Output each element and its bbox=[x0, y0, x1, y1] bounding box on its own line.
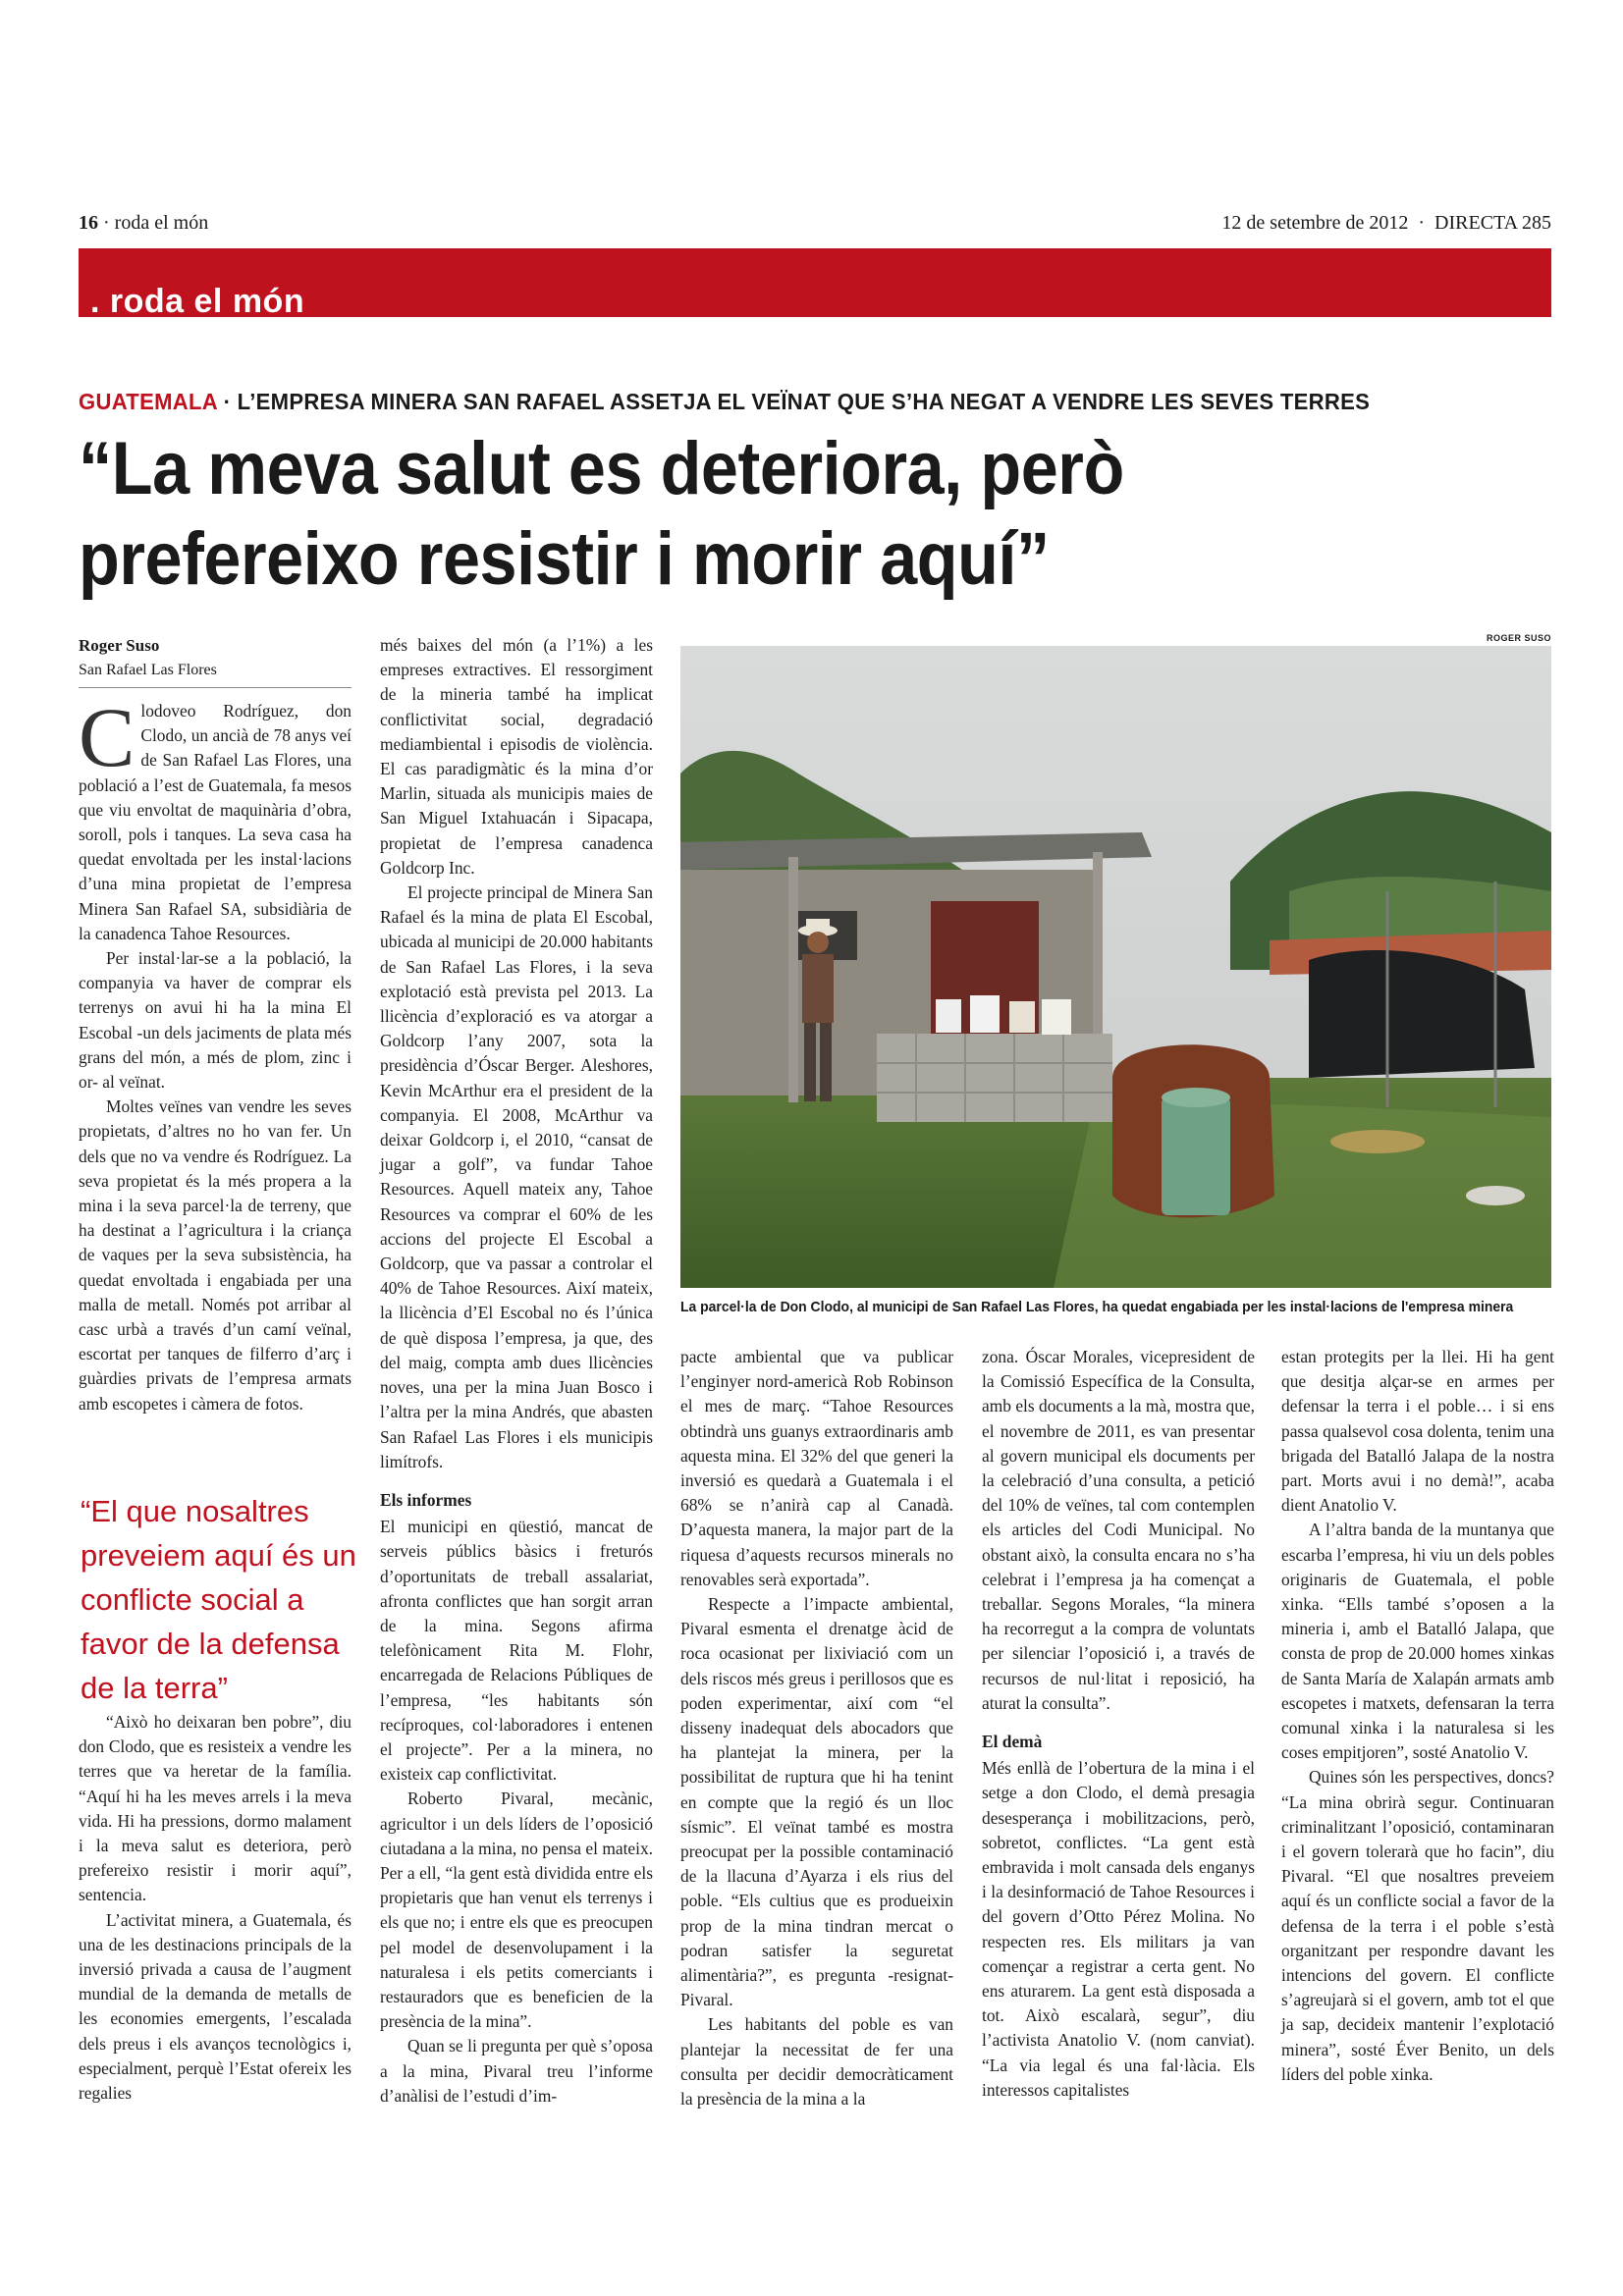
article-photo bbox=[680, 646, 1551, 1288]
article-paragraph: El projecte principal de Minera San Rafael és la mina de plata El Escobal, ubicada al municipi de 20.000 habitants de San Rafael Las Flores, i la seva explotació està prevista pel 2013. La llicència d’exploració es va atorgar a Goldcorp l’any 2007, sota la presidència d’Óscar Berger. Aleshores, Kevin McArthur era el president de la companyia. El 2008, McArthur va deixar Goldcorp i, el 2010, “cansat de jugar a golf”, va fundar Tahoe Resources. Aquell mateix any, Tahoe Resources va comprar el 60% de les accions del projecte El Escobal a Goldcorp, que va passar a controlar el 40% de Tahoe Resources. Així mateix, la llicència d’El Escobal no és l’única de què disposa l’empresa, ja que, des del maig, compta amb dues llicències noves, una per la mina Juan Bosco i l’altra per la mina Andrés, que abasten San Rafael Las Flores i els municipis limítrofs. bbox=[380, 882, 653, 1471]
article-paragraph: Roberto Pivaral, mecànic, agricultor i un dels líders de l’oposició ciutadana a la mina, no pensa el mateix. Per a ell, “la gent està dividida entre els propietaris que han venut els terrenys i els que no; i entre els que es preocupen pel model de desenvolupament i la naturalesa i els petits comerciants i restauradors que es beneficien de la presència de la mina”. bbox=[380, 1789, 653, 2032]
publication-issue: DIRECTA 285 bbox=[1434, 212, 1551, 234]
article-paragraph: Quines són les perspectives, doncs? “La mina obrirà segur. Continuaran criminalitzant l’oposició, contaminaran i el govern tolerarà que ho facin”, diu Pivaral. “El que nosaltres preveiem aquí és un conflicte social a favor de la defensa de la terra i el poble s’està organitzant per respondre davant les intencions del govern. El conflicte s’agreujarà si el govern, amb tot el que ja sap, decideix mantenir l’explotació minera”, sosté Éver Benito, un dels líders del poble xinka. bbox=[1281, 1767, 1554, 2084]
headline-line-1: “La meva salut es deteriora, però bbox=[79, 427, 1124, 510]
kicker bbox=[79, 389, 1492, 415]
photo-caption: La parcel·la de Don Clodo, al municipi de San Rafael Las Flores, ha quedat engabiada per les instal·lacions de l'empresa minera bbox=[680, 1299, 1514, 1315]
article-column-1-continued bbox=[79, 1710, 352, 2106]
running-header-left bbox=[79, 212, 208, 235]
byline bbox=[79, 636, 352, 688]
article-column-1 bbox=[79, 690, 352, 1416]
article-paragraph: Per instal·lar-se a la població, la companyia va haver de comprar els terrenys on avui hi ha la mina El Escobal -un dels jaciments de plata més grans del món, a més de plom, zinc i or- al veïnat. bbox=[79, 948, 352, 1093]
section-banner bbox=[79, 248, 1551, 320]
issue-date: 12 de setembre de 2012 bbox=[1221, 212, 1409, 234]
section-name: roda el món bbox=[114, 212, 209, 234]
running-header bbox=[79, 212, 1551, 240]
section-banner-label: . roda el món bbox=[90, 283, 305, 320]
article-column-4 bbox=[982, 1345, 1255, 2103]
photo-scene bbox=[680, 646, 1551, 1288]
article-paragraph: zona. Óscar Morales, vicepresident de la Comissió Específica de la Consulta, amb els documents a la mà, mostra que, el novembre de 2011, es van presentar al govern municipal els documents per la celebració d’una consulta, a petició del 10% de veïnes, tal com contemplen els articles del Codi Municipal. No obstant això, la consulta encara no s’ha celebrat i l’empresa ja ha començat a treballar. Segons Morales, “la minera ha recorregut a la compra de voluntats per silenciar l’oposició i, a través de recursos de nul·litat i reposició, ha aturat la consulta”. bbox=[982, 1347, 1255, 1713]
kicker-country: GUATEMALA bbox=[79, 389, 218, 414]
article-paragraph: Respecte a l’impacte ambiental, Pivaral esmenta el drenatge àcid de roca ocasionat per lixiviació com un dels riscos més greus i perillosos que es poden experimentar, així com “el disseny inadequat dels abocadors que ha plantejat la minera, per la possibilitat de ruptura que hi ha tenint en compte que la regió és un lloc sísmic”. El veïnat també es mostra preocupat per la possible contaminació de la llacuna d’Ayarza i els rius del poble. “Els cultius que es produeixin prop de la mina tindran mercat o podran satisfer la seguretat alimentària?”, es pregunta -resignat- Pivaral. bbox=[680, 1594, 953, 2010]
article-paragraph: Clodoveo Rodríguez, don Clodo, un ancià de 78 anys veí de San Rafael Las Flores, una població a l’est de Guatemala, fa mesos que viu envoltat de maquinària d’obra, soroll, pols i tanques. La seva casa ha quedat envoltada per les instal·lacions d’una mina propietat de l’empresa Minera San Rafael SA, subsidiària de la canadenca Tahoe Resources. bbox=[79, 690, 352, 943]
article-paragraph: “Això ho deixaran ben pobre”, diu don Clodo, que es resisteix a vendre les terres que va heretar de la família. “Aquí hi ha les meves arrels i la meva vida. Hi ha pressions, dormo malament i la meva salut es deteriora, però prefereixo resistir i morir aquí”, sentencia. bbox=[79, 1712, 352, 1905]
headline bbox=[79, 424, 1457, 605]
article-paragraph: estan protegits per la llei. Hi ha gent que desitja alçar-se en armes per defensar la terra i el poble… i si ens passa qualsevol cosa dolenta, tenim una brigada del Batalló Jalapa de la nostra part. Morts avui i no demà!”, acaba dient Anatolio V. bbox=[1281, 1347, 1554, 1516]
article-column-3 bbox=[680, 1345, 953, 2111]
article-paragraph: més baixes del món (a l’1%) a les empreses extractives. El ressorgiment de la mineria també ha implicat conflictivitat social, degradació mediambiental i episodis de violència. El cas paradigmàtic és la mina d’or Marlin, situada als municipis maies de San Miguel Ixtahuacán i Sipacapa, propietat de l’empresa canadenca Goldcorp Inc. bbox=[380, 635, 653, 878]
article-paragraph: Les habitants del poble es van plantejar la necessitat de fer una consulta per decidir democràticament la presència de la mina a la bbox=[680, 2014, 953, 2109]
article-column-2 bbox=[380, 633, 653, 2109]
article-paragraph: pacte ambiental que va publicar l’enginyer nord-americà Rob Robinson el mes de març. “Tahoe Resources obtindrà uns guanys extraordinaris amb aquesta mina. El 32% del que generi la inversió es quedarà a Guatemala i el 68% se n’anirà cap al Canadà. D’aquesta manera, la major part de la riquesa d’aquests recursos minerals no renovables serà exportada”. bbox=[680, 1347, 953, 1589]
kicker-text: · L’EMPRESA MINERA SAN RAFAEL ASSETJA EL VEÏNAT QUE S’HA NEGAT A VENDRE LES SEVES TERRES bbox=[217, 389, 1371, 414]
article-paragraph: Moltes veïnes van vendre les seves propietats, d’altres no ho van fer. Un dels que no va vendre és Rodríguez. La seva propietat és la més propera a la mina i la seva parcel·la de terreny, que ha destinat a l’agricultura i la criança de vaques per la seva subsistència, ha quedat envoltada i engabiada per una malla de metall. Només pot arribar al casc urbà a través d’un camí veïnal, escortat per tanques de filferro d’arç i guàrdies privats de l’empresa armats amb escopetes i càmera de fotos. bbox=[79, 1096, 352, 1414]
photo-credit: ROGER SUSO bbox=[1486, 633, 1551, 643]
pull-quote: “El que nosaltres preveiem aquí és un conflicte social a favor de la defensa de la terra” bbox=[81, 1494, 356, 1705]
headline-line-2: prefereixo resistir i morir aquí” bbox=[79, 517, 1050, 601]
subheading: El demà bbox=[982, 1732, 1043, 1752]
article-paragraph: Quan se li pregunta per què s’oposa a la mina, Pivaral treu l’informe d’anàlisi de l’estudi d’im- bbox=[380, 2036, 653, 2106]
header-separator-2: · bbox=[1418, 212, 1426, 234]
drop-cap: C bbox=[79, 690, 135, 784]
header-separator: · bbox=[103, 212, 110, 234]
article-paragraph: El municipi en qüestió, mancat de serveis públics bàsics i freturós d’oportunitats de treball assalariat, afronta conflictes que han sorgit arran de la mina. Segons afirma telefònicament Rita M. Flohr, encarregada de Relacions Públiques de l’empresa, “les habitants són recíproques, col·laboradores i entenen el projecte”. Per a la minera, no existeix cap conflictivitat. bbox=[380, 1517, 653, 1785]
subheading: Els informes bbox=[380, 1489, 472, 1510]
page-number: 16 bbox=[79, 212, 98, 234]
byline-location: San Rafael Las Flores bbox=[79, 662, 352, 688]
article-column-5 bbox=[1281, 1345, 1554, 2087]
article-paragraph: L’activitat minera, a Guatemala, és una de les destinacions principals de la inversió privada a causa de l’augment mundial de la demanda de metalls de les economies emergents, l’escalada dels preus i els avanços tecnològics i, especialment, perquè l’Estat ofereix les regalies bbox=[79, 1909, 352, 2104]
article-paragraph: A l’altra banda de la muntanya que escarba l’empresa, hi viu un dels pobles originaris de Guatemala, el poble xinka. “Ells també s’oposen a la mineria i, amb el Batalló Jalapa, que consta de prop de 20.000 homes xinkas de Santa María de Xalapán armats amb escopetes i matxets, defensaran la terra comunal xinka i la naturalesa si les coses empitjoren”, sosté Anatolio V. bbox=[1281, 1520, 1554, 1763]
byline-author: Roger Suso bbox=[79, 636, 160, 655]
running-header-right bbox=[1221, 212, 1551, 235]
article-paragraph: Més enllà de l’obertura de la mina i el setge a don Clodo, el demà presagia desesperança i mobilitzacions, però, sobretot, conflictes. “La gent està embravida i molt cansada dels enganys i la desinformació de Tahoe Resources i del govern d’Otto Pérez Molina. No respecten res. Els militars ja van començar a registrar a certa gent. No ens aturarem. La gent està disposada a tot. Això escalarà, segur”, diu l’activista Anatolio V. (nom canviat). “La via legal és una fal·làcia. Els interessos capitalistes bbox=[982, 1758, 1255, 2100]
